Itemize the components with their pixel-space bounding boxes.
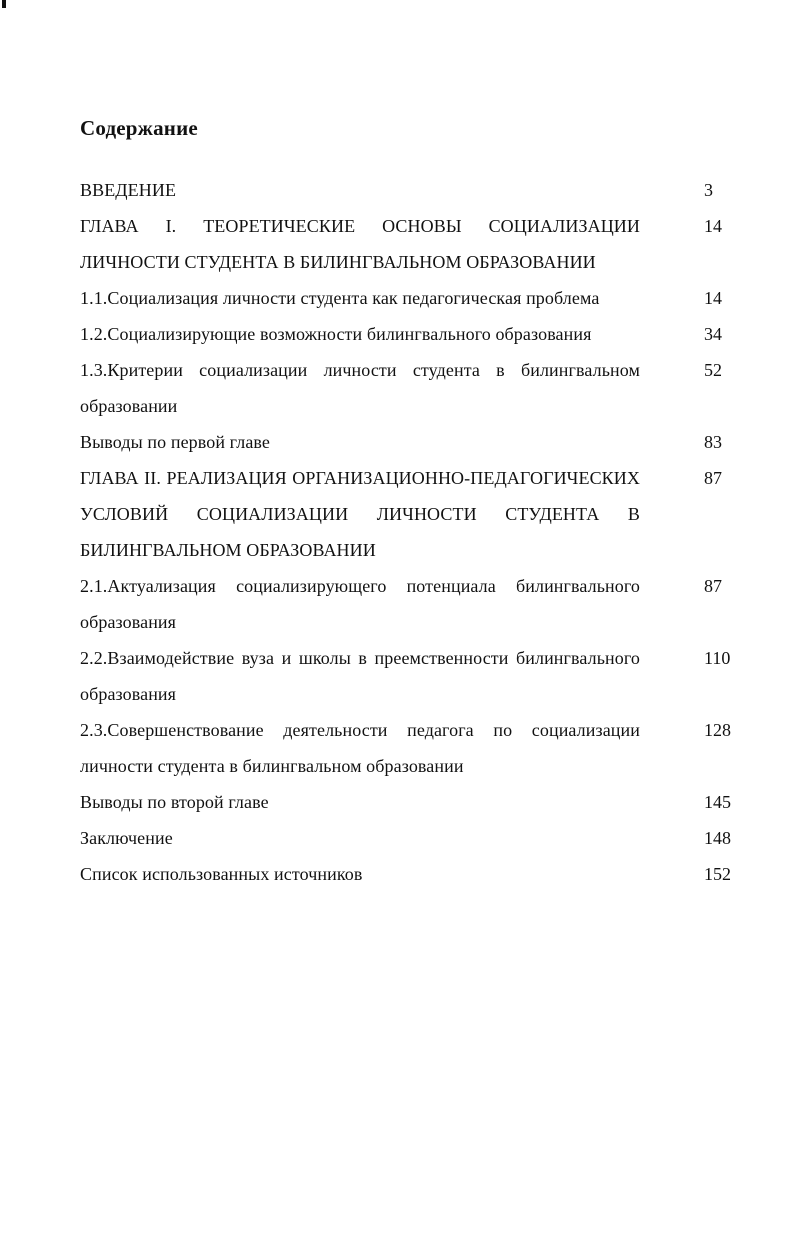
toc-entry-section-1-3 — [80, 352, 740, 424]
toc-entry-page: 128 — [704, 720, 731, 740]
toc-entry-page: 148 — [704, 828, 731, 848]
toc-entry-page: 14 — [704, 288, 722, 308]
table-of-contents — [80, 172, 740, 892]
toc-entry-section-1-1 — [80, 280, 740, 316]
toc-entry-page: 87 — [704, 576, 722, 596]
toc-entry-page: 34 — [704, 324, 722, 344]
toc-entry-introduction — [80, 172, 740, 208]
scan-mark — [2, 0, 6, 8]
toc-entry-text: Список использованных источников — [80, 864, 363, 884]
toc-entry-text: ГЛАВА II. РЕАЛИЗАЦИЯ ОРГАНИЗАЦИОННО-ПЕДАГОГИЧЕСКИХ УСЛОВИЙ СОЦИАЛИЗАЦИИ ЛИЧНОСТИ СТУДЕНТА В БИЛИНГВАЛЬНОМ ОБРАЗОВАНИИ — [80, 468, 640, 560]
toc-entry-text: ВВЕДЕНИЕ — [80, 180, 177, 200]
toc-entry-text: 1.1.Социализация личности студента как педагогическая проблема — [80, 288, 600, 308]
toc-entry-conclusions-2 — [80, 784, 740, 820]
toc-entry-page: 52 — [704, 360, 722, 380]
toc-entry-chapter-1 — [80, 208, 740, 280]
toc-entry-text: Выводы по второй главе — [80, 792, 269, 812]
toc-entry-text: 1.3.Критерии социализации личности студента в билингвальном образовании — [80, 360, 640, 416]
toc-entry-section-1-2 — [80, 316, 740, 352]
toc-entry-page: 14 — [704, 216, 722, 236]
toc-entry-text: Заключение — [80, 828, 173, 848]
toc-entry-text: ГЛАВА I. ТЕОРЕТИЧЕСКИЕ ОСНОВЫ СОЦИАЛИЗАЦИИ ЛИЧНОСТИ СТУДЕНТА В БИЛИНГВАЛЬНОМ ОБРАЗОВАНИИ — [80, 216, 640, 272]
page-title: Содержание — [80, 116, 198, 140]
toc-entry-page: 83 — [704, 432, 722, 452]
toc-entry-chapter-2 — [80, 460, 740, 568]
toc-entry-section-2-2 — [80, 640, 740, 712]
toc-entry-text: Выводы по первой главе — [80, 432, 270, 452]
toc-entry-page: 145 — [704, 792, 731, 812]
toc-entry-page: 87 — [704, 468, 722, 488]
toc-entry-text: 2.1.Актуализация социализирующего потенциала билингвального образования — [80, 576, 640, 632]
toc-entry-text: 2.3.Совершенствование деятельности педагога по социализации личности студента в билингвальном образовании — [80, 720, 640, 776]
toc-entry-section-2-3 — [80, 712, 740, 784]
toc-entry-section-2-1 — [80, 568, 740, 640]
toc-entry-conclusion — [80, 820, 740, 856]
toc-entry-page: 3 — [704, 180, 713, 200]
toc-entry-text: 1.2.Социализирующие возможности билингвального образования — [80, 324, 592, 344]
toc-entry-references — [80, 856, 740, 892]
toc-entry-page: 110 — [704, 648, 731, 668]
toc-entry-page: 152 — [704, 864, 731, 884]
toc-entry-conclusions-1 — [80, 424, 740, 460]
toc-entry-text: 2.2.Взаимодействие вуза и школы в преемственности билингвального образования — [80, 648, 640, 704]
